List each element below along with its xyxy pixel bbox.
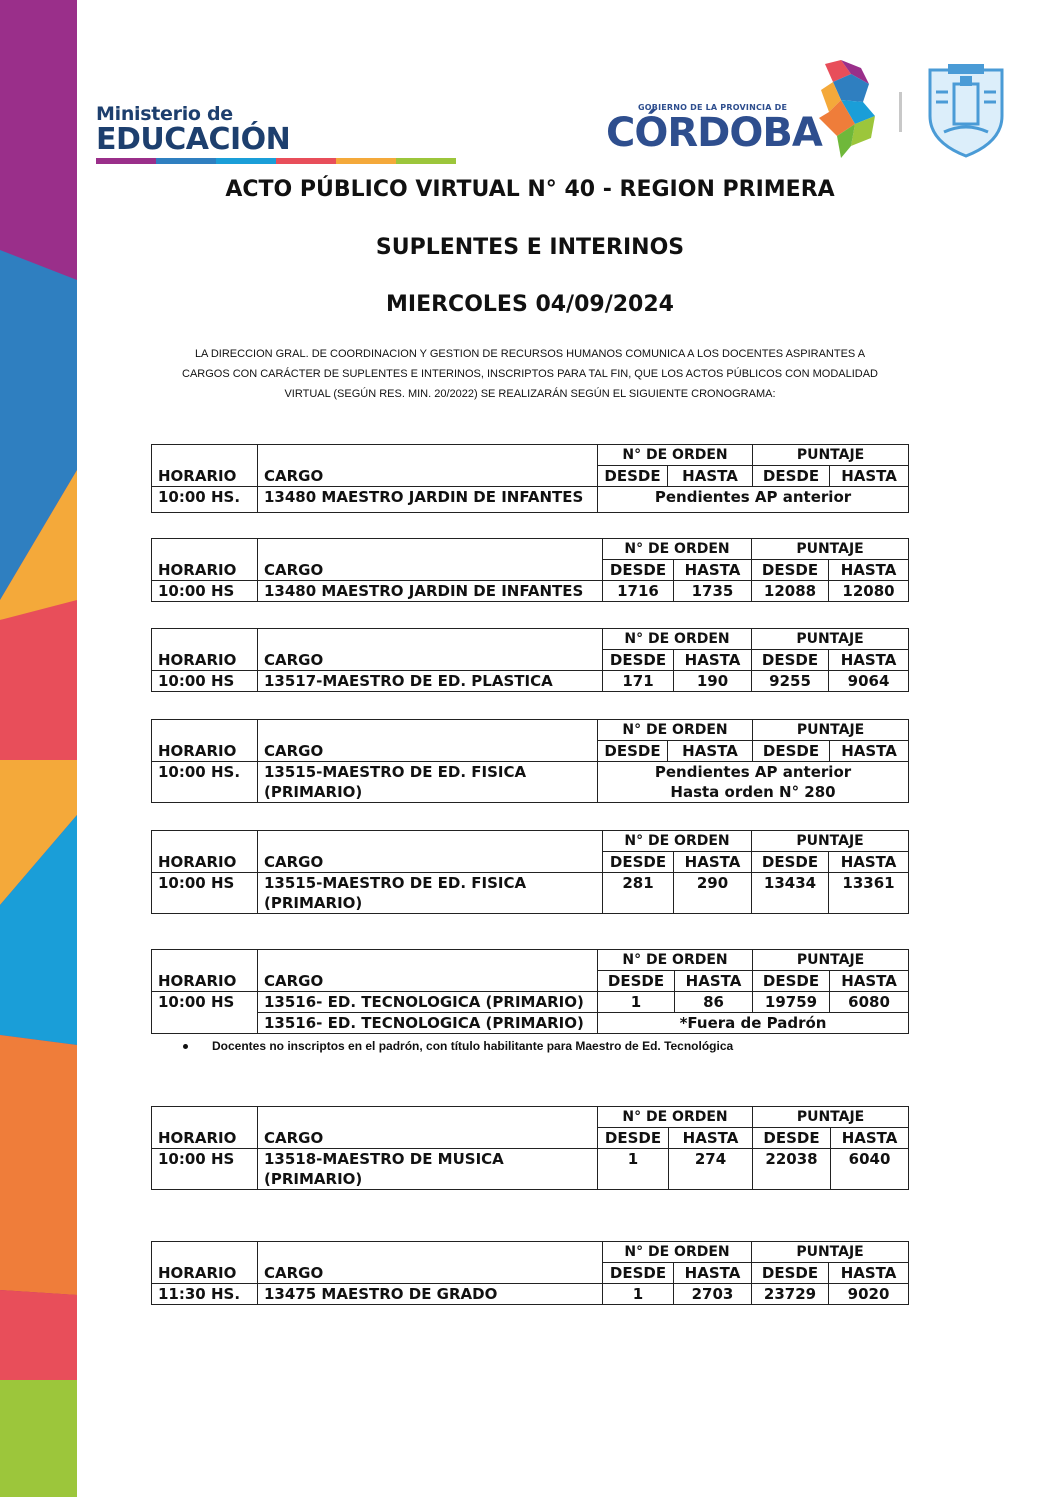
cell-horario: 10:00 HS. bbox=[152, 487, 258, 513]
page-subtitle: SUPLENTES E INTERINOS bbox=[375, 235, 685, 260]
header-hasta: HASTA bbox=[829, 1263, 909, 1284]
cell-orden-hasta: 86 bbox=[675, 992, 753, 1013]
logo-gobierno-text: GOBIERNO DE LA PROVINCIA DE bbox=[638, 103, 788, 112]
logo-color-bar bbox=[96, 158, 456, 164]
header-desde: DESDE bbox=[598, 971, 675, 992]
cargo-line: (PRIMARIO) bbox=[264, 894, 363, 912]
header-cargo: CARGO bbox=[258, 1107, 598, 1149]
cell-orden-hasta: 2703 bbox=[674, 1284, 752, 1305]
cell-puntaje-hasta: 13361 bbox=[829, 873, 909, 914]
logo-cordoba-text: CÓRDOBA bbox=[606, 110, 822, 156]
header-puntaje: PUNTAJE bbox=[752, 831, 909, 852]
cell-cargo: 13475 MAESTRO DE GRADO bbox=[258, 1284, 603, 1305]
cell-cargo: 13517-MAESTRO DE ED. PLASTICA bbox=[258, 671, 603, 692]
cell-horario: 10:00 HS bbox=[152, 1149, 258, 1190]
cell-orden-hasta: 1735 bbox=[674, 581, 752, 602]
cell-merged-status bbox=[598, 762, 909, 803]
header-puntaje: PUNTAJE bbox=[752, 539, 909, 560]
header-desde: DESDE bbox=[603, 560, 674, 581]
cordoba-shield-icon bbox=[924, 62, 1008, 158]
header-hasta: HASTA bbox=[830, 466, 909, 487]
header-cargo: CARGO bbox=[258, 629, 603, 671]
status-line: Hasta orden N° 280 bbox=[670, 783, 836, 801]
header-hasta: HASTA bbox=[829, 560, 909, 581]
cell-puntaje-desde: 13434 bbox=[752, 873, 829, 914]
schedule-table bbox=[151, 830, 909, 914]
header-hasta: HASTA bbox=[829, 852, 909, 873]
header-cargo: CARGO bbox=[258, 720, 598, 762]
cell-cargo bbox=[258, 873, 603, 914]
header-puntaje: PUNTAJE bbox=[752, 1242, 909, 1263]
header-desde: DESDE bbox=[752, 560, 829, 581]
cell-cargo bbox=[258, 762, 598, 803]
cell-orden-desde: 1 bbox=[598, 992, 675, 1013]
cell-horario: 10:00 HS bbox=[152, 873, 258, 914]
header-orden: N° DE ORDEN bbox=[598, 950, 753, 971]
cargo-line: 13518-MAESTRO DE MUSICA bbox=[264, 1150, 504, 1168]
intro-paragraph bbox=[140, 344, 920, 404]
header-horario: HORARIO bbox=[152, 629, 258, 671]
header-desde: DESDE bbox=[603, 650, 674, 671]
header-hasta: HASTA bbox=[829, 650, 909, 671]
header-hasta: HASTA bbox=[674, 852, 752, 873]
header-cargo: CARGO bbox=[258, 1242, 603, 1284]
header-orden: N° DE ORDEN bbox=[603, 831, 752, 852]
cell-puntaje-desde: 23729 bbox=[752, 1284, 829, 1305]
cell-puntaje-desde: 12088 bbox=[752, 581, 829, 602]
schedule-table bbox=[151, 949, 909, 1034]
schedule-table bbox=[151, 719, 909, 803]
cell-horario: 10:00 HS. bbox=[152, 762, 258, 803]
cell-puntaje-hasta: 12080 bbox=[829, 581, 909, 602]
schedule-table bbox=[151, 444, 909, 513]
status-line: Pendientes AP anterior bbox=[654, 763, 852, 781]
header-puntaje: PUNTAJE bbox=[753, 445, 909, 466]
header-desde: DESDE bbox=[603, 1263, 674, 1284]
cargo-line: 13515-MAESTRO DE ED. FISICA bbox=[264, 874, 527, 892]
cell-orden-desde: 1 bbox=[603, 1284, 674, 1305]
schedule-table bbox=[151, 538, 909, 602]
intro-line: LA DIRECCION GRAL. DE COORDINACION Y GESTION DE RECURSOS HUMANOS COMUNICA A LOS DOCENTES ASPIRANTES A bbox=[194, 348, 866, 360]
header-hasta: HASTA bbox=[830, 971, 909, 992]
header-desde: DESDE bbox=[598, 1128, 669, 1149]
header-puntaje: PUNTAJE bbox=[752, 629, 909, 650]
header-orden: N° DE ORDEN bbox=[598, 445, 753, 466]
header-desde: DESDE bbox=[753, 466, 830, 487]
header-hasta: HASTA bbox=[675, 971, 753, 992]
header-hasta: HASTA bbox=[830, 741, 909, 762]
header-cargo: CARGO bbox=[258, 831, 603, 873]
header-orden: N° DE ORDEN bbox=[603, 539, 752, 560]
footnote-text: Docentes no inscriptos en el padrón, con título habilitante para Maestro de Ed. Tecnológica bbox=[212, 1039, 734, 1053]
cell-puntaje-hasta: 6040 bbox=[831, 1149, 909, 1190]
cell-cargo bbox=[258, 1149, 598, 1190]
header-hasta: HASTA bbox=[669, 1128, 753, 1149]
cell-horario: 11:30 HS. bbox=[152, 1284, 258, 1305]
cell-horario: 10:00 HS bbox=[152, 992, 258, 1034]
decorative-color-stripe bbox=[0, 0, 77, 1497]
header-puntaje: PUNTAJE bbox=[753, 720, 909, 741]
cell-horario: 10:00 HS bbox=[152, 671, 258, 692]
header-puntaje: PUNTAJE bbox=[753, 1107, 909, 1128]
logo-ministerio-text: Ministerio de bbox=[96, 103, 233, 125]
cargo-line: (PRIMARIO) bbox=[264, 783, 363, 801]
cell-puntaje-desde: 9255 bbox=[752, 671, 829, 692]
header-hasta: HASTA bbox=[668, 741, 753, 762]
cell-orden-desde: 171 bbox=[603, 671, 674, 692]
cell-cargo: 13480 MAESTRO JARDIN DE INFANTES bbox=[258, 581, 603, 602]
header-horario: HORARIO bbox=[152, 445, 258, 487]
cell-orden-desde: 1716 bbox=[603, 581, 674, 602]
page-title: ACTO PÚBLICO VIRTUAL N° 40 - REGION PRIMERA bbox=[225, 177, 835, 202]
header-desde: DESDE bbox=[753, 1128, 831, 1149]
header-desde: DESDE bbox=[752, 650, 829, 671]
cargo-line: 13515-MAESTRO DE ED. FISICA bbox=[264, 763, 527, 781]
schedule-table bbox=[151, 1241, 909, 1305]
cell-orden-hasta: 190 bbox=[674, 671, 752, 692]
cell-orden-desde: 281 bbox=[603, 873, 674, 914]
header-orden: N° DE ORDEN bbox=[598, 720, 753, 741]
cell-orden-hasta: 290 bbox=[674, 873, 752, 914]
schedule-table bbox=[151, 628, 909, 692]
schedule-table bbox=[151, 1106, 909, 1190]
header-horario: HORARIO bbox=[152, 950, 258, 992]
header-desde: DESDE bbox=[752, 1263, 829, 1284]
logo-educacion-text: EDUCACIÓN bbox=[96, 122, 291, 157]
header-horario: HORARIO bbox=[152, 720, 258, 762]
cell-merged-status: *Fuera de Padrón bbox=[598, 1013, 909, 1034]
header-orden: N° DE ORDEN bbox=[598, 1107, 753, 1128]
cell-horario: 10:00 HS bbox=[152, 581, 258, 602]
cell-cargo: 13480 MAESTRO JARDIN DE INFANTES bbox=[258, 487, 598, 513]
header-horario: HORARIO bbox=[152, 1242, 258, 1284]
header-cargo: CARGO bbox=[258, 539, 603, 581]
cordoba-map-icon bbox=[811, 60, 877, 160]
header-desde: DESDE bbox=[753, 971, 830, 992]
header-desde: DESDE bbox=[598, 466, 668, 487]
header-cargo: CARGO bbox=[258, 950, 598, 992]
cargo-line: (PRIMARIO) bbox=[264, 1170, 363, 1188]
header-hasta: HASTA bbox=[674, 560, 752, 581]
header-orden: N° DE ORDEN bbox=[603, 1242, 752, 1263]
cell-cargo: 13516- ED. TECNOLOGICA (PRIMARIO) bbox=[258, 992, 598, 1013]
cell-orden-hasta: 274 bbox=[669, 1149, 753, 1190]
header-desde: DESDE bbox=[603, 852, 674, 873]
cell-orden-desde: 1 bbox=[598, 1149, 669, 1190]
header-orden: N° DE ORDEN bbox=[603, 629, 752, 650]
logo-divider bbox=[899, 92, 902, 132]
header-hasta: HASTA bbox=[831, 1128, 909, 1149]
header-horario: HORARIO bbox=[152, 1107, 258, 1149]
gobierno-cordoba-logo bbox=[606, 60, 878, 162]
cell-puntaje-desde: 19759 bbox=[753, 992, 830, 1013]
cell-puntaje-hasta: 9020 bbox=[829, 1284, 909, 1305]
bullet-icon bbox=[183, 1044, 188, 1049]
cell-puntaje-desde: 22038 bbox=[753, 1149, 831, 1190]
cell-puntaje-hasta: 6080 bbox=[830, 992, 909, 1013]
header-hasta: HASTA bbox=[674, 650, 752, 671]
intro-line: CARGOS CON CARÁCTER DE SUPLENTES E INTERINOS, INSCRIPTOS PARA TAL FIN, QUE LOS ACTOS PÚBLICOS CON MODALIDAD bbox=[182, 368, 878, 380]
header-horario: HORARIO bbox=[152, 539, 258, 581]
header-desde: DESDE bbox=[598, 741, 668, 762]
header-hasta: HASTA bbox=[668, 466, 753, 487]
header-hasta: HASTA bbox=[674, 1263, 752, 1284]
cell-merged-status: Pendientes AP anterior bbox=[598, 487, 909, 513]
header-puntaje: PUNTAJE bbox=[753, 950, 909, 971]
intro-line: VIRTUAL (SEGÚN RES. MIN. 20/2022) SE REALIZARÁN SEGÚN EL SIGUIENTE CRONOGRAMA: bbox=[284, 388, 776, 400]
cell-cargo: 13516- ED. TECNOLOGICA (PRIMARIO) bbox=[258, 1013, 598, 1034]
header-cargo: CARGO bbox=[258, 445, 598, 487]
header-horario: HORARIO bbox=[152, 831, 258, 873]
cell-puntaje-hasta: 9064 bbox=[829, 671, 909, 692]
header-desde: DESDE bbox=[753, 741, 830, 762]
ministerio-educacion-logo bbox=[96, 104, 458, 166]
footnote bbox=[183, 1039, 733, 1053]
header-desde: DESDE bbox=[752, 852, 829, 873]
page-date: MIERCOLES 04/09/2024 bbox=[386, 292, 674, 317]
